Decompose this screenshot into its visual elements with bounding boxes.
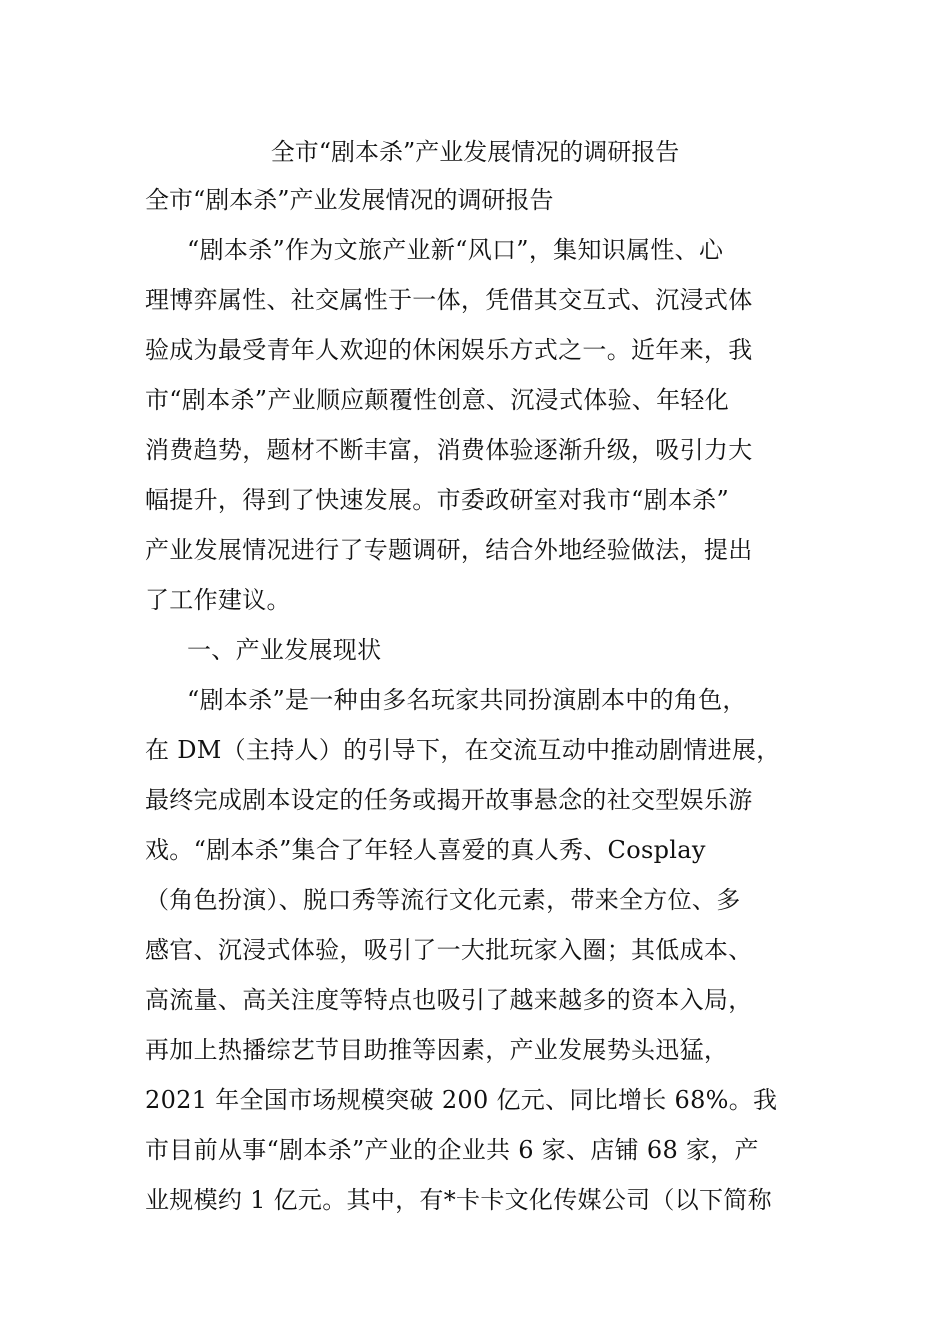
paragraph-line: 业规模约 1 亿元。其中，有*卡卡文化传媒公司（以下简称 — [145, 1186, 772, 1214]
paragraph-line: 幅提升，得到了快速发展。市委政研室对我市“剧本杀” — [145, 486, 730, 514]
section-heading: 一、产业发展现状 — [187, 636, 382, 664]
paragraph-line: 消费趋势，题材不断丰富，消费体验逐渐升级，吸引力大 — [145, 436, 753, 464]
paragraph-line: （角色扮演）、脱口秀等流行文化元素，带来全方位、多 — [145, 886, 741, 914]
document-title: 全市“剧本杀”产业发展情况的调研报告 — [270, 138, 680, 166]
paragraph-line: 最终完成剧本设定的任务或揭开故事悬念的社交型娱乐游 — [145, 786, 753, 814]
paragraph-line: 产业发展情况进行了专题调研，结合外地经验做法，提出 — [145, 536, 753, 564]
paragraph-line: 理博弈属性、社交属性于一体，凭借其交互式、沉浸式体 — [145, 286, 753, 314]
paragraph-line: 市“剧本杀”产业顺应颠覆性创意、沉浸式体验、年轻化 — [145, 386, 730, 414]
document-body — [145, 230, 810, 1230]
paragraph-line: 在 DM（主持人）的引导下，在交流互动中推动剧情进展， — [145, 736, 781, 764]
paragraph-line: 感官、沉浸式体验，吸引了一大批玩家入圈；其低成本、 — [145, 936, 753, 964]
paragraph-line: 市目前从事“剧本杀”产业的企业共 6 家、店铺 68 家，产 — [145, 1136, 759, 1164]
paragraph-line: 了工作建议。 — [145, 586, 291, 614]
paragraph-line: 2021 年全国市场规模突破 200 亿元、同比增长 68%。我 — [145, 1086, 778, 1114]
paragraph-line: 戏。“剧本杀”集合了年轻人喜爱的真人秀、Cosplay — [145, 836, 706, 864]
paragraph-line: 再加上热播综艺节目助推等因素，产业发展势头迅猛， — [145, 1036, 729, 1064]
paragraph-line: 验成为最受青年人欢迎的休闲娱乐方式之一。近年来，我 — [145, 336, 753, 364]
document-subtitle: 全市“剧本杀”产业发展情况的调研报告 — [145, 186, 554, 214]
paragraph-line: “剧本杀”是一种由多名玩家共同扮演剧本中的角色， — [187, 686, 747, 714]
paragraph-line: 高流量、高关注度等特点也吸引了越来越多的资本入局， — [145, 986, 753, 1014]
paragraph-line: “剧本杀”作为文旅产业新“风口”，集知识属性、心 — [187, 236, 724, 264]
